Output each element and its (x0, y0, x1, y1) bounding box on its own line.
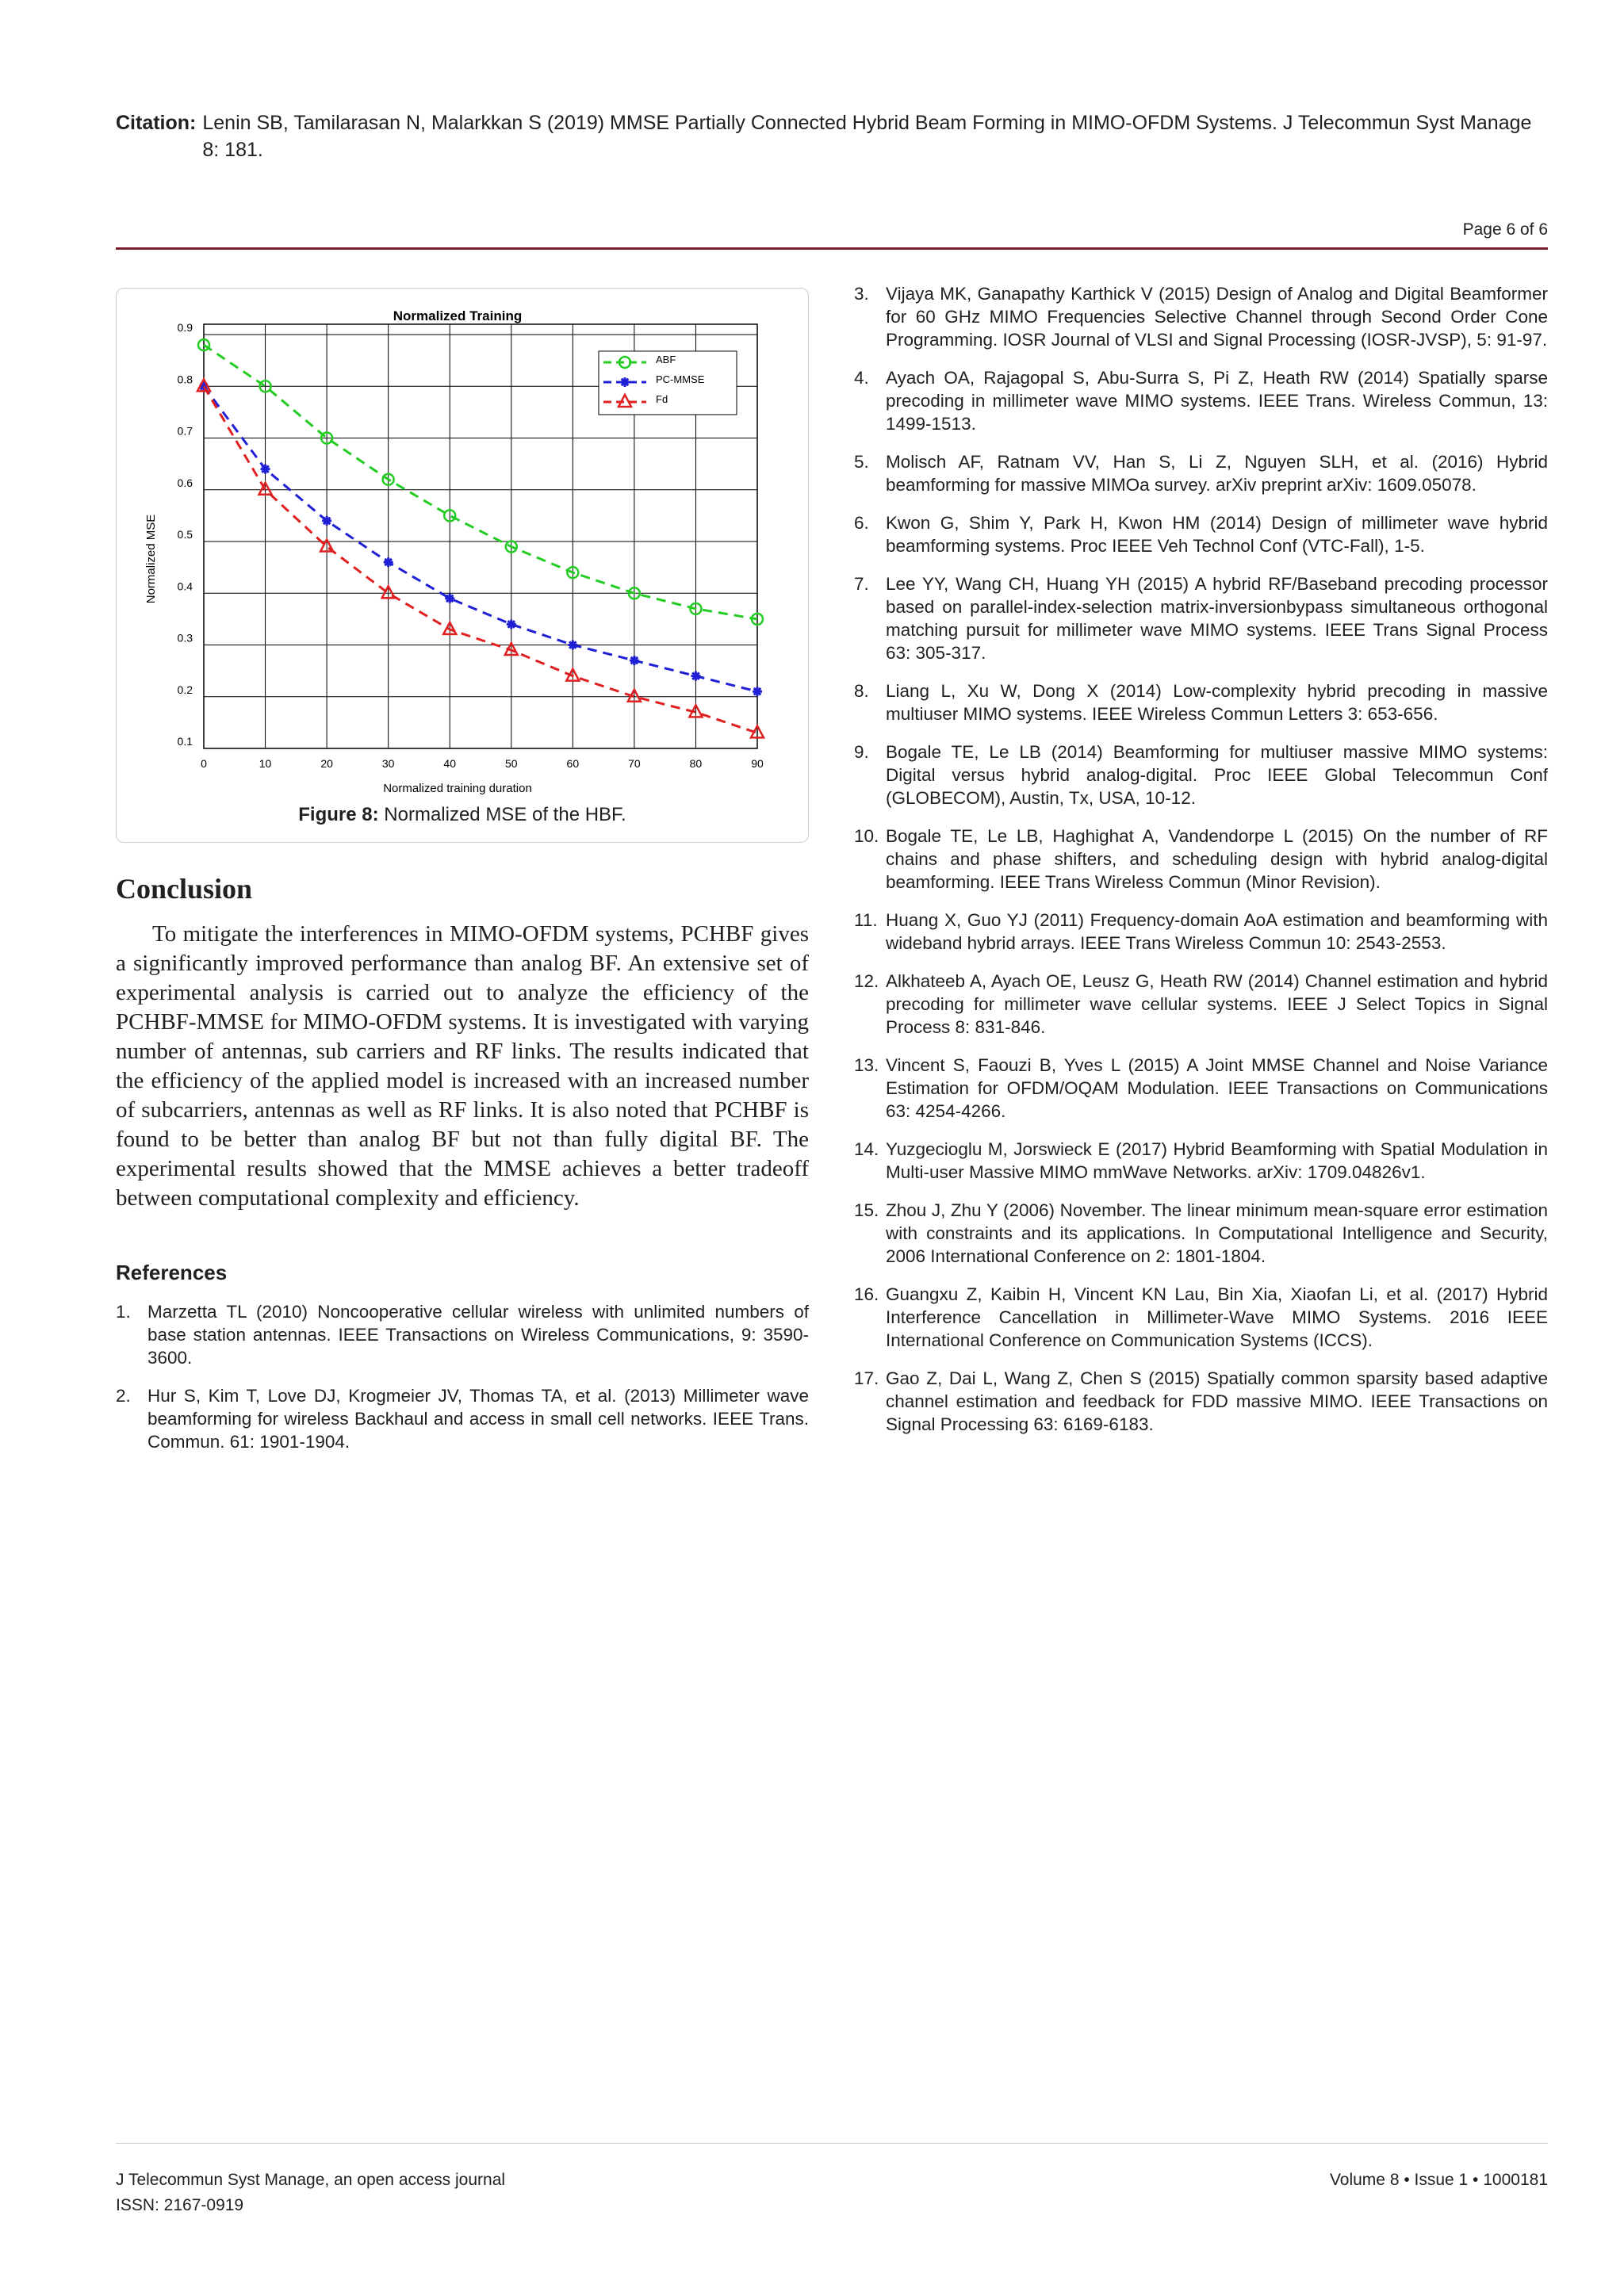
legend-label: Fd (656, 392, 668, 405)
reference-item: 16. Guangxu Z, Kaibin H, Vincent KN Lau, Bin Xia, Xiaofan Li, et al. (2017) Hybrid Interference Cancellation in Millimeter-Wave MIMO Systems. 2016 IEEE International Conference on Communication Systems (ICCS). (854, 1284, 1548, 1350)
reference-item: 15. Zhou J, Zhu Y (2006) November. The linear minimum mean-square error estimation with constraints and its applications. In Computational Intelligence and Security, 2006 International Conference on 2: 1801-1804. (854, 1200, 1548, 1266)
chart-ylabel: Normalized MSE (144, 514, 158, 604)
data-point-pc-mmse (445, 594, 454, 603)
references-list-right (854, 282, 1548, 1451)
reference-item: 17. Gao Z, Dai L, Wang Z, Chen S (2015) Spatially common sparsity based adaptive channel estimation and feedback for FDD massive MIMO. IEEE Transactions on Signal Processing 63: 6169-6183. (854, 1368, 1548, 1434)
citation (116, 109, 1551, 163)
reference-item: 7. Lee YY, Wang CH, Huang YH (2015) A hybrid RF/Baseband precoding processor based on parallel-index-selection matrix-inversionbypass simultaneous orthogonal matching pursuit for millimeter wave MIMO systems. IEEE Trans Signal Process 63: 305-317. (854, 574, 1548, 663)
series-line-pc-mmse (204, 386, 757, 691)
data-point-pc-mmse (568, 641, 577, 650)
header-divider (116, 247, 1548, 250)
x-tick-label: 0 (201, 757, 207, 770)
reference-item: 4. Ayach OA, Rajagopal S, Abu-Surra S, Pi Z, Heath RW (2014) Spatially sparse precoding in millimeter wave MIMO systems. IEEE Trans. Wireless Commun, 13: 1499-1513. (854, 368, 1548, 434)
references-list-left (116, 1300, 809, 1468)
reference-item: 3. Vijaya MK, Ganapathy Karthick V (2015) Design of Analog and Digital Beamformer for 60 GHz MIMO Frequencies Selective Channel through Second Order Cone Programming. IOSR Journal of VLSI and Signal Processing (IOSR-JVSP), 5: 91-97. (854, 284, 1548, 350)
citation-label: Citation: (116, 112, 197, 134)
chart-title: Normalized Training (393, 308, 523, 323)
data-point-pc-mmse (322, 516, 331, 526)
y-tick-label: 0.9 (177, 321, 193, 334)
reference-item: 11. Huang X, Guo YJ (2011) Frequency-domain AoA estimation and beamforming with wideband hybrid arrays. IEEE Trans Wireless Commun 10: 2543-2553. (854, 910, 1548, 953)
footer-journal: J Telecommun Syst Manage, an open access journal (116, 2171, 506, 2189)
reference-item: 2. Hur S, Kim T, Love DJ, Krogmeier JV, Thomas TA, et al. (2013) Millimeter wave beamforming for wireless Backhaul and access in small cell networks. IEEE Trans. Commun. 61: 1901-1904. (116, 1386, 809, 1452)
data-point-pc-mmse (384, 557, 393, 567)
reference-item: 14. Yuzgecioglu M, Jorswieck E (2017) Hybrid Beamforming with Spatial Modulation in Multi-user Massive MIMO mmWave Networks. arXiv: 1709.04826v1. (854, 1139, 1548, 1182)
data-point-pc-mmse (507, 619, 516, 629)
x-tick-label: 40 (443, 757, 457, 770)
citation-text: Lenin SB, Tamilarasan N, Malarkkan S (2019) MMSE Partially Connected Hybrid Beam Forming in MIMO-OFDM Systems. J Telecommun Syst Manage 8: 181. (202, 112, 1532, 161)
data-point-pc-mmse (630, 656, 639, 665)
y-tick-label: 0.5 (177, 528, 193, 541)
y-tick-label: 0.3 (177, 631, 193, 645)
reference-item: 6. Kwon G, Shim Y, Park H, Kwon HM (2014) Design of millimeter wave hybrid beamforming systems. Proc IEEE Veh Technol Conf (VTC-Fall), 1-5. (854, 513, 1548, 556)
conclusion-body: To mitigate the interferences in MIMO-OFDM systems, PCHBF gives a significantly improved performance than analog BF. An extensive set of experimental analysis is carried out to analyze the efficiency of the PCHBF-MMSE for MIMO-OFDM systems. It is investigated with varying number of antennas, sub carriers and RF links. The results indicated that the efficiency of the applied model is increased with an increased number of subcarriers, antennas as well as RF links. It is also noted that PCHBF is found to be better than analog BF but not than fully digital BF. The experimental results showed that the MMSE achieves a better tradeoff between computational complexity and efficiency. (116, 921, 809, 1211)
x-tick-label: 70 (628, 757, 641, 770)
y-tick-label: 0.8 (177, 373, 193, 386)
footer-divider (116, 2143, 1548, 2144)
conclusion-title: Conclusion (116, 873, 253, 905)
chart-xlabel: Normalized training duration (383, 782, 532, 795)
figure-caption-text: Normalized MSE of the HBF. (378, 804, 626, 825)
x-tick-label: 20 (320, 757, 333, 770)
x-tick-label: 80 (689, 757, 703, 770)
reference-item: 5. Molisch AF, Ratnam VV, Han S, Li Z, Nguyen SLH, et al. (2016) Hybrid beamforming for massive MIMOa survey. arXiv preprint arXiv: 1609.05078. (854, 452, 1548, 495)
footer-left (116, 2168, 505, 2218)
figure-caption (117, 804, 808, 826)
mse-chart (117, 289, 808, 842)
data-point-pc-mmse (261, 465, 270, 474)
page-number: Page 6 of 6 (1462, 220, 1548, 239)
reference-item: 8. Liang L, Xu W, Dong X (2014) Low-complexity hybrid precoding in massive multiuser MIMO systems. IEEE Wireless Commun Letters 3: 653-656. (854, 681, 1548, 724)
x-tick-label: 60 (566, 757, 580, 770)
reference-item: 12. Alkhateeb A, Ayach OE, Leusz G, Heath RW (2014) Channel estimation and hybrid precoding for millimeter wave cellular systems. IEEE J Select Topics in Signal Process 8: 831-846. (854, 971, 1548, 1037)
figure-caption-label: Figure 8: (298, 804, 379, 825)
y-tick-label: 0.4 (177, 580, 193, 593)
data-point-pc-mmse (753, 687, 762, 696)
legend-label: ABF (656, 353, 676, 365)
footer-volume: Volume 8 • Issue 1 • 1000181 (1329, 2171, 1548, 2189)
y-tick-label: 0.7 (177, 424, 193, 438)
x-tick-label: 90 (751, 757, 764, 770)
y-tick-label: 0.6 (177, 476, 193, 489)
legend-label: PC-MMSE (656, 373, 705, 385)
x-tick-label: 30 (381, 757, 395, 770)
reference-item: 10. Bogale TE, Le LB, Haghighat A, Vandendorpe L (2015) On the number of RF chains and phase shifters, and scheduling design with hybrid analog-digital beamforming. IEEE Trans Wireless Commun (Minor Revision). (854, 826, 1548, 892)
y-tick-label: 0.2 (177, 683, 193, 696)
figure-8 (116, 288, 809, 843)
reference-item: 9. Bogale TE, Le LB (2014) Beamforming for multiuser massive MIMO systems: Digital versus hybrid analog-digital. Proc IEEE Global Telecommun Conf (GLOBECOM), Austin, Tx, USA, 10-12. (854, 742, 1548, 808)
footer-issn: ISSN: 2167-0919 (116, 2196, 244, 2214)
references-title: References (116, 1261, 228, 1284)
x-tick-label: 50 (504, 757, 518, 770)
reference-item: 1. Marzetta TL (2010) Noncooperative cellular wireless with unlimited numbers of base station antennas. IEEE Transactions on Wireless Communications, 9: 3590-3600. (116, 1302, 809, 1368)
reference-item: 13. Vincent S, Faouzi B, Yves L (2015) A Joint MMSE Channel and Noise Variance Estimation for OFDM/OQAM Modulation. IEEE Transactions on Communications 63: 4254-4266. (854, 1055, 1548, 1121)
data-point-pc-mmse (691, 672, 700, 681)
legend-marker (620, 377, 630, 387)
x-tick-label: 10 (259, 757, 272, 770)
y-tick-label: 0.1 (177, 735, 193, 748)
